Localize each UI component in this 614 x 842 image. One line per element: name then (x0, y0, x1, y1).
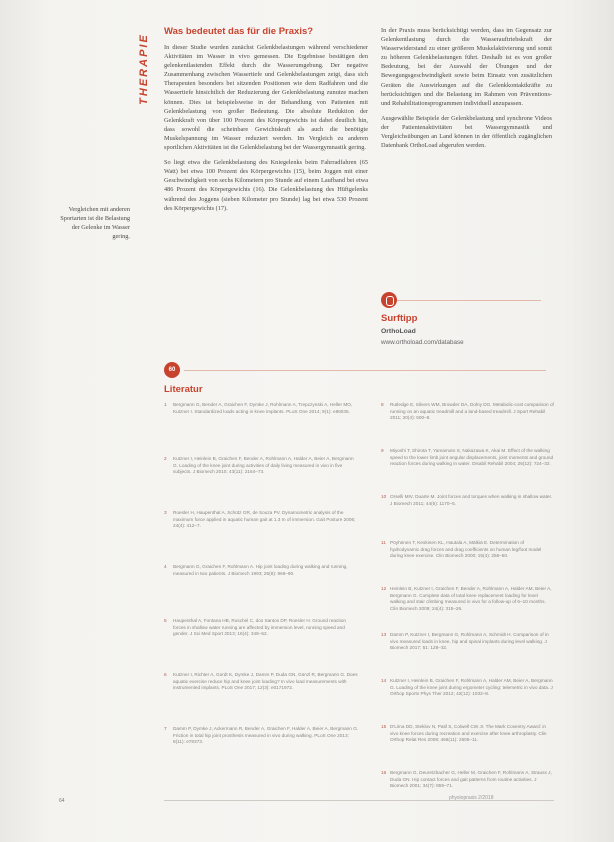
reference-number: 2 (164, 456, 167, 461)
surftipp-title: Surftipp (381, 313, 418, 324)
literature-title: Literatur (164, 384, 203, 395)
reference-number: 13 (381, 632, 387, 637)
reference-number: 10 (381, 494, 387, 499)
reference-number: 6 (164, 672, 167, 677)
reference-text: Kutzner I, Heinlein B, Graichen F, Bender A, Rohlmann A, Halder A, Beier A, Bergmann G. Loading of the knee joint during activities of daily living measured in vivo in five subjects. J Biomech 2010; 43(11): 2164–73. (173, 456, 354, 475)
reference-text: Haupenthal A, Fontana HB, Ruschel C, dos Santos DP, Roesler H. Ground reaction forces in shallow water running are affected by immersion level, running speed and gender. J Sci Med Sport 2013; 16(4): 348–52. (173, 618, 346, 637)
reference-number: 9 (381, 448, 384, 453)
right-paragraph-2: Ausgewählte Beispiele der Gelenkbelastung und synchrone Videos der Patientenaktivitäten bei Wassergymnastik und Vergleichsübungen an Land können in der öffentlich zugänglichen Datenbank OrthoLoad abgerufen werden. (381, 114, 552, 150)
reference-number: 4 (164, 564, 167, 569)
reference-number: 11 (381, 540, 386, 545)
footer-rule (164, 800, 554, 801)
right-paragraph-1: In der Praxis muss berücksichtigt werden, dass im Gegensatz zur Gelenkentlastung durch die Wasserauftriebskraft der Wasserwiderstand zu einer größeren Muskelaktivierung und somit zu höheren Gelenkbelastungen führt. Deshalb ist es von großer Bedeutung, bei der Auswahl der Übungen und der Bewegungsgeschwindigkeit sowie beim Einsatz von zusätzlichen Geräten die Auswirkungen auf die Gelenkkontaktkräfte zu berücksichtigen und die Belastung im Rahmen von Präventions- und Rehabilitationsprogrammen individuell anzupassen. (381, 27, 552, 107)
reference-text: Heinlein B, Kutzner I, Graichen F, Bender A, Rohlmann A, Halder AM, Beier A, Bergmann G. Complete data of total knee replacement loading for level walking and stair climbing measured in vivo for a follow-up of 6–10 months. Clin Biomech 2009; 24(4): 315–26. (390, 586, 552, 611)
page-number: 64 (59, 798, 65, 804)
reference-number: 1 (164, 402, 167, 407)
reference-text: Roesler H, Haupenthal A, Schütz GR, de Souza PV. Dynamometric analysis of the maximum force applied in aquatic human gait at 1.3 m of immersion. Gait Posture 2006; 24(4): 412–7. (173, 510, 356, 529)
reference-number: 5 (164, 618, 167, 623)
reference-number: 15 (381, 724, 387, 729)
reference-text: Kutzner I, Heinlein B, Graichen F, Rohlmann A, Halder AM, Beier A, Bergmann G. Loading of the knee joint during ergometer cycling: telemetric in vivo data. J Orthop Sports Phys Ther 2012; 42(12): 1032–8. (390, 678, 553, 697)
left-column (164, 43, 368, 219)
reference-text: Bergmann G, Deuretzbacher G, Heller M, Graichen F, Rohlmann A, Strauss J, Duda GN. Hip contact forces and gait patterns from routine activities. J Biomech 2001; 34(7): 859–71. (390, 770, 552, 789)
section-tag: THERAPIE (138, 33, 150, 105)
surftipp-divider (381, 300, 541, 301)
surftipp-subtitle: OrthoLoad (381, 328, 416, 335)
left-paragraph-1: In dieser Studie wurden zunächst Gelenkbelastungen während verschiedener Aktivitäten im Wasser in vivo gemessen. Die Ergebnisse bestätigen den gelenkentlastenden Effekt durch die Wasserumgebung. Der negative Zusammenhang zwischen Wassertiefe und Gelenkbelastungen zeigt, dass sich Therapeuten besonders bei sitzenden Positionen wie dem Radfahren und die Wassertiefe hinsichtlich der Reduzierung der Gelenkbelastung zunutze machen können. Dies ist beispielsweise in der Behandlung von Patienten mit Gelenkbelastung von großer Bedeutung. Die absolute Reduktion der Gelenkkraft von über 100 Prozent des Körpergewichts ist dabei deutlich hin, dass sowohl die scheinbare Gewichtskraft als auch die benötigte Muskelspannung im Wasser reduziert werden. Im Vergleich zu anderen sportlichen Aktivitäten ist die Gelenkbelastung bei der Wassergymnastik gering. (164, 44, 368, 152)
section-heading: Was bedeutet das für die Praxis? (164, 26, 314, 37)
section-badge: 60 (164, 362, 180, 378)
reference-number: 7 (164, 726, 167, 731)
reference-text: Pöyhönen T, Keskinen KL, Hautala A, Mälkiä E. Determination of hydrodynamic drag forces and drag coefficients on human leg/foot model during knee exercise. Clin Biomech 2000; 15(4): 256–60. (390, 540, 542, 559)
reference-number: 3 (164, 510, 167, 515)
footer-text: physiopraxis 2/2018 (449, 795, 494, 801)
reference-text: Bergmann G, Bender A, Graichen F, Dymke J, Rohlmann A, Trepczynski A, Heller MO, Kutzner I. Standardized loads acting in knee implants. PLoS One 2014; 9(1): e86035. (173, 402, 353, 414)
reference-text: Rutledge E, Silvers WM, Browder DA, Dolny DG. Metabolic-cost comparison of running on an aquatic treadmill and a land-based treadmill. J Sport Rehabil 2011; 20(4): 500–8. (390, 402, 554, 421)
reference-number: 12 (381, 586, 387, 591)
surftipp-link[interactable]: www.orthoload.com/database (381, 339, 464, 346)
surftipp-icon (381, 292, 397, 308)
badge-divider (184, 370, 546, 371)
reference-number: 16 (381, 770, 387, 775)
reference-text: Kutzner I, Richter A, Gordt K, Dymke J, Damm P, Duda GN, Günzl R, Bergmann G. Does aquatic exercise reduce hip and knee joint loading? In vivo load measurements with instrumented implants. PLoS One 2017; 12(3): e0171972. (173, 672, 358, 691)
reference-text: Damm P, Kutzner I, Bergmann G, Rohlmann A, Schmidt H. Comparison of in vivo measured loads in knee, hip and spinal implants during level walking. J Biomech 2017; 51: 128–32. (390, 632, 549, 651)
reference-number: 8 (381, 402, 384, 407)
reference-text: Damm P, Dymke J, Ackermann R, Bender A, Graichen F, Halder A, Beier A, Bergmann G. Friction in total hip joint prosthesis measured in vivo during walking. PLoS One 2013; 8(11): e78373. (173, 726, 359, 745)
margin-note: Vergleichen mit anderen Sportarten ist die Belastung der Gelenke im Wasser gering. (60, 206, 130, 240)
right-column (381, 26, 552, 156)
reference-text: Bergmann G, Graichen F, Rohlmann A. Hip joint loading during walking and running, measured in two patients. J Biomech 1993; 26(8): 969–90. (173, 564, 348, 576)
reference-text: D'Lima DD, Steklov N, Patil S, Colwell CW Jr. The Mark Coventry Award: in vivo knee forces during recreation and exercise after knee arthroplasty. Clin Orthop Relat Res 2008; 466(11): 2605–11. (390, 724, 547, 743)
reference-text: Miyoshi T, Shirota T, Yamamoto S, Nakazawa K, Akai M. Effect of the walking speed to the lower limb joint angular displacements, joint moments and ground reaction forces during walking in water. Disabil Rehabil 2004; 26(12): 724–32. (390, 448, 554, 467)
left-paragraph-2: So liegt etwa die Gelenkbelastung des Kniegelenks beim Fahrradfahren (65 Watt) bei etwa 100 Prozent des Körpergewichts (15), beim Joggen mit einer Geschwindigkeit von sechs Kilometern pro Stunde auf einem Laufband bei etwa 486 Prozent des Körpergewichts (16). Die Gelenkbelastung des Hüftgelenks während des Joggens (sieben Kilometer pro Stunde) lag bei etwa 530 Prozent des Körpergewichts (17). (164, 159, 368, 212)
reference-text: Orselli MIV, Duarte M. Joint forces and torques when walking in shallow water. J Biomech 2011; 44(6): 1170–5. (390, 494, 553, 506)
reference-number: 14 (381, 678, 387, 683)
